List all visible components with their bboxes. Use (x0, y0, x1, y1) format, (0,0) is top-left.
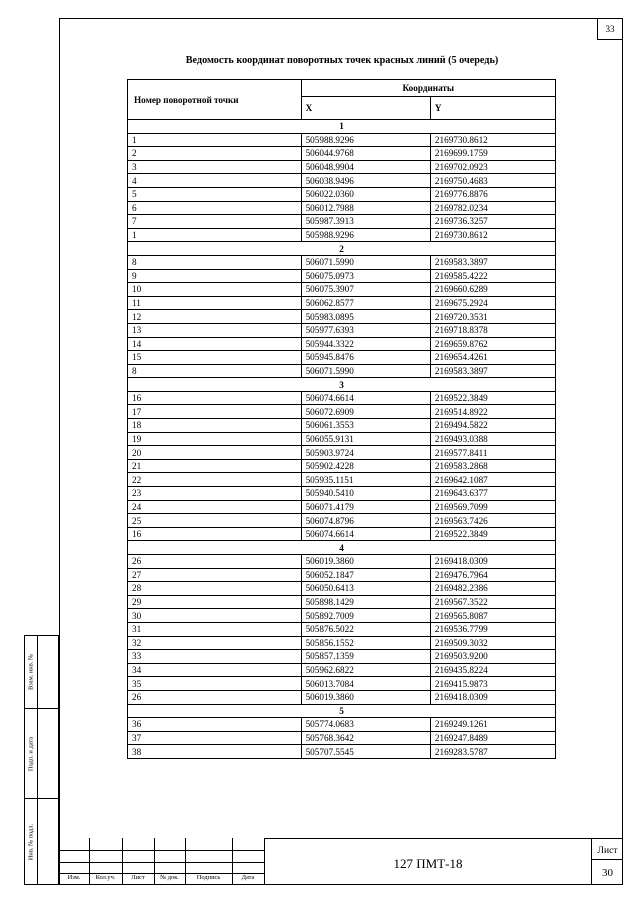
table-row (128, 283, 556, 297)
coordinates-table (127, 79, 556, 759)
title-block-column-labels (59, 873, 264, 885)
table-row (128, 745, 556, 759)
point-number-cell: 10 (128, 283, 302, 297)
table-row (128, 160, 556, 174)
table-row (128, 364, 556, 378)
table-row (128, 432, 556, 446)
x-coordinate-cell: 505977.6393 (301, 323, 430, 337)
y-coordinate-cell: 2169522.3849 (430, 391, 555, 405)
x-coordinate-cell: 505940.5410 (301, 487, 430, 501)
table-row (128, 269, 556, 283)
table-row (128, 514, 556, 528)
point-number-cell: 15 (128, 351, 302, 365)
y-coordinate-cell: 2169782.0234 (430, 201, 555, 215)
point-number-cell: 12 (128, 310, 302, 324)
table-row (128, 201, 556, 215)
table-row (128, 337, 556, 351)
point-number-cell: 18 (128, 419, 302, 433)
point-number-cell: 32 (128, 636, 302, 650)
y-coordinate-cell: 2169476.7964 (430, 568, 555, 582)
point-number-cell: 24 (128, 500, 302, 514)
y-coordinate-cell: 2169563.7426 (430, 514, 555, 528)
table-row (128, 595, 556, 609)
x-coordinate-cell: 506071.5990 (301, 255, 430, 269)
y-coordinate-cell: 2169750.4683 (430, 174, 555, 188)
y-coordinate-cell: 2169730.8612 (430, 228, 555, 242)
x-coordinate-cell: 506075.0973 (301, 269, 430, 283)
y-coordinate-cell: 2169720.3531 (430, 310, 555, 324)
point-number-cell: 26 (128, 555, 302, 569)
y-coordinate-cell: 2169493.0388 (430, 432, 555, 446)
x-coordinate-cell: 505902.4228 (301, 459, 430, 473)
y-coordinate-cell: 2169418.0309 (430, 690, 555, 704)
header-point-number: Номер поворотной точки (128, 80, 302, 120)
point-number-cell: 33 (128, 650, 302, 664)
x-coordinate-cell: 505892.7009 (301, 609, 430, 623)
table-row (128, 228, 556, 242)
document-code: 127 ПМТ-18 (393, 856, 463, 871)
y-coordinate-cell: 2169503.9200 (430, 650, 555, 664)
x-coordinate-cell: 505857.1359 (301, 650, 430, 664)
point-number-cell: 30 (128, 609, 302, 623)
title-block-main (264, 838, 591, 885)
strip-cell-replacement (24, 635, 59, 709)
sheet-number: 30 (602, 867, 613, 879)
x-coordinate-cell: 506075.3907 (301, 283, 430, 297)
top-page-number: 33 (597, 18, 623, 40)
strip-label-inventory: Инв. № подл. (27, 823, 35, 860)
table-row (128, 187, 556, 201)
y-coordinate-cell: 2169514.8922 (430, 405, 555, 419)
point-number-cell: 22 (128, 473, 302, 487)
point-number-cell: 1 (128, 133, 302, 147)
x-coordinate-cell: 506019.3860 (301, 555, 430, 569)
strip-label-signature: Подп. и дата (27, 736, 35, 771)
table-row (128, 731, 556, 745)
sheet-frame (59, 18, 623, 885)
y-coordinate-cell: 2169583.3897 (430, 255, 555, 269)
y-coordinate-cell: 2169660.6289 (430, 283, 555, 297)
point-number-cell: 23 (128, 487, 302, 501)
table-row (128, 446, 556, 460)
table-row (128, 174, 556, 188)
point-number-cell: 16 (128, 391, 302, 405)
y-coordinate-cell: 2169643.6377 (430, 487, 555, 501)
document-title: Ведомость координат поворотных точек красных линий (5 очередь) (185, 55, 499, 66)
section-label: 1 (128, 120, 556, 134)
point-number-cell: 1 (128, 228, 302, 242)
table-row (128, 323, 556, 337)
table-row (128, 487, 556, 501)
point-number-cell: 21 (128, 459, 302, 473)
table-row (128, 310, 556, 324)
x-coordinate-cell: 506022.0360 (301, 187, 430, 201)
section-label: 2 (128, 242, 556, 256)
x-coordinate-cell: 505876.5022 (301, 622, 430, 636)
y-coordinate-cell: 2169736.3257 (430, 215, 555, 229)
y-coordinate-cell: 2169565.8087 (430, 609, 555, 623)
y-coordinate-cell: 2169415.9873 (430, 677, 555, 691)
section-label: 3 (128, 378, 556, 392)
point-number-cell: 4 (128, 174, 302, 188)
point-number-cell: 17 (128, 405, 302, 419)
point-number-cell: 3 (128, 160, 302, 174)
header-x: X (301, 97, 430, 120)
coordinates-body (128, 120, 556, 759)
y-coordinate-cell: 2169494.5822 (430, 419, 555, 433)
section-row (128, 541, 556, 555)
point-number-cell: 8 (128, 364, 302, 378)
col-label-change: Изм. (67, 874, 81, 881)
point-number-cell: 38 (128, 745, 302, 759)
col-label-date: Дата (241, 874, 255, 881)
section-label: 5 (128, 704, 556, 718)
point-number-cell: 27 (128, 568, 302, 582)
x-coordinate-cell: 506071.5990 (301, 364, 430, 378)
x-coordinate-cell: 505903.9724 (301, 446, 430, 460)
point-number-cell: 5 (128, 187, 302, 201)
point-number-cell: 29 (128, 595, 302, 609)
x-coordinate-cell: 505768.3642 (301, 731, 430, 745)
point-number-cell: 28 (128, 582, 302, 596)
point-number-cell: 8 (128, 255, 302, 269)
y-coordinate-cell: 2169509.3032 (430, 636, 555, 650)
col-label-signature: Подпись (196, 874, 221, 881)
y-coordinate-cell: 2169699.1759 (430, 147, 555, 161)
x-coordinate-cell: 505856.1552 (301, 636, 430, 650)
table-row (128, 419, 556, 433)
table-row (128, 133, 556, 147)
table-row (128, 568, 556, 582)
point-number-cell: 9 (128, 269, 302, 283)
point-number-cell: 25 (128, 514, 302, 528)
strip-cell-inventory (24, 798, 59, 885)
x-coordinate-cell: 505774.0683 (301, 718, 430, 732)
table-row (128, 650, 556, 664)
y-coordinate-cell: 2169659.8762 (430, 337, 555, 351)
col-label-count: Кол.уч. (95, 874, 116, 881)
title-block (59, 838, 623, 885)
table-row (128, 391, 556, 405)
point-number-cell: 36 (128, 718, 302, 732)
y-coordinate-cell: 2169702.0923 (430, 160, 555, 174)
table-row (128, 690, 556, 704)
sheet-label: Лист (592, 846, 623, 860)
x-coordinate-cell: 506074.6614 (301, 527, 430, 541)
x-coordinate-cell: 506019.3860 (301, 690, 430, 704)
title-block-sheet (591, 838, 623, 885)
y-coordinate-cell: 2169283.5787 (430, 745, 555, 759)
table-row (128, 609, 556, 623)
x-coordinate-cell: 506062.8577 (301, 296, 430, 310)
x-coordinate-cell: 506072.6909 (301, 405, 430, 419)
point-number-cell: 37 (128, 731, 302, 745)
table-row (128, 622, 556, 636)
point-number-cell: 34 (128, 663, 302, 677)
y-coordinate-cell: 2169642.1087 (430, 473, 555, 487)
point-number-cell: 20 (128, 446, 302, 460)
y-coordinate-cell: 2169654.4261 (430, 351, 555, 365)
point-number-cell: 16 (128, 527, 302, 541)
y-coordinate-cell: 2169718.8378 (430, 323, 555, 337)
y-coordinate-cell: 2169583.2868 (430, 459, 555, 473)
table-row (128, 527, 556, 541)
point-number-cell: 6 (128, 201, 302, 215)
table-row (128, 405, 556, 419)
y-coordinate-cell: 2169585.4222 (430, 269, 555, 283)
header-y: Y (430, 97, 555, 120)
y-coordinate-cell: 2169536.7799 (430, 622, 555, 636)
y-coordinate-cell: 2169249.1261 (430, 718, 555, 732)
header-coordinates: Координаты (301, 80, 555, 97)
y-coordinate-cell: 2169675.2924 (430, 296, 555, 310)
x-coordinate-cell: 506048.9904 (301, 160, 430, 174)
table-row (128, 296, 556, 310)
point-number-cell: 19 (128, 432, 302, 446)
point-number-cell: 13 (128, 323, 302, 337)
x-coordinate-cell: 506074.6614 (301, 391, 430, 405)
col-label-doc-number: № док. (160, 874, 179, 881)
table-row (128, 459, 556, 473)
x-coordinate-cell: 505935.1151 (301, 473, 430, 487)
y-coordinate-cell: 2169776.8876 (430, 187, 555, 201)
point-number-cell: 26 (128, 690, 302, 704)
table-row (128, 636, 556, 650)
section-label: 4 (128, 541, 556, 555)
x-coordinate-cell: 505962.6822 (301, 663, 430, 677)
x-coordinate-cell: 506050.6413 (301, 582, 430, 596)
section-row (128, 120, 556, 134)
table-row (128, 663, 556, 677)
section-row (128, 704, 556, 718)
point-number-cell: 7 (128, 215, 302, 229)
x-coordinate-cell: 506013.7084 (301, 677, 430, 691)
y-coordinate-cell: 2169569.7099 (430, 500, 555, 514)
y-coordinate-cell: 2169522.3849 (430, 527, 555, 541)
x-coordinate-cell: 506055.9131 (301, 432, 430, 446)
x-coordinate-cell: 506052.1847 (301, 568, 430, 582)
x-coordinate-cell: 505945.8476 (301, 351, 430, 365)
y-coordinate-cell: 2169435.8224 (430, 663, 555, 677)
strip-label-replacement: Взам. инв. № (27, 653, 35, 691)
x-coordinate-cell: 505898.1429 (301, 595, 430, 609)
x-coordinate-cell: 505983.0895 (301, 310, 430, 324)
y-coordinate-cell: 2169583.3897 (430, 364, 555, 378)
binding-strip (24, 635, 59, 885)
strip-cell-signature (24, 708, 59, 799)
x-coordinate-cell: 506044.9768 (301, 147, 430, 161)
x-coordinate-cell: 505987.3913 (301, 215, 430, 229)
point-number-cell: 11 (128, 296, 302, 310)
y-coordinate-cell: 2169418.0309 (430, 555, 555, 569)
table-row (128, 351, 556, 365)
x-coordinate-cell: 506061.3553 (301, 419, 430, 433)
x-coordinate-cell: 506012.7988 (301, 201, 430, 215)
y-coordinate-cell: 2169577.8411 (430, 446, 555, 460)
table-row (128, 255, 556, 269)
col-label-sheet: Лист (131, 874, 145, 881)
table-row (128, 147, 556, 161)
point-number-cell: 14 (128, 337, 302, 351)
table-row (128, 215, 556, 229)
x-coordinate-cell: 506074.8796 (301, 514, 430, 528)
section-row (128, 242, 556, 256)
point-number-cell: 35 (128, 677, 302, 691)
x-coordinate-cell: 505988.9296 (301, 228, 430, 242)
table-row (128, 500, 556, 514)
y-coordinate-cell: 2169567.3522 (430, 595, 555, 609)
table-row (128, 582, 556, 596)
y-coordinate-cell: 2169247.8489 (430, 731, 555, 745)
x-coordinate-cell: 505944.3322 (301, 337, 430, 351)
y-coordinate-cell: 2169730.8612 (430, 133, 555, 147)
x-coordinate-cell: 505707.5545 (301, 745, 430, 759)
x-coordinate-cell: 506071.4179 (301, 500, 430, 514)
point-number-cell: 31 (128, 622, 302, 636)
table-row (128, 555, 556, 569)
table-row (128, 718, 556, 732)
x-coordinate-cell: 506038.9496 (301, 174, 430, 188)
point-number-cell: 2 (128, 147, 302, 161)
x-coordinate-cell: 505988.9296 (301, 133, 430, 147)
y-coordinate-cell: 2169482.2386 (430, 582, 555, 596)
table-row (128, 473, 556, 487)
section-row (128, 378, 556, 392)
table-row (128, 677, 556, 691)
